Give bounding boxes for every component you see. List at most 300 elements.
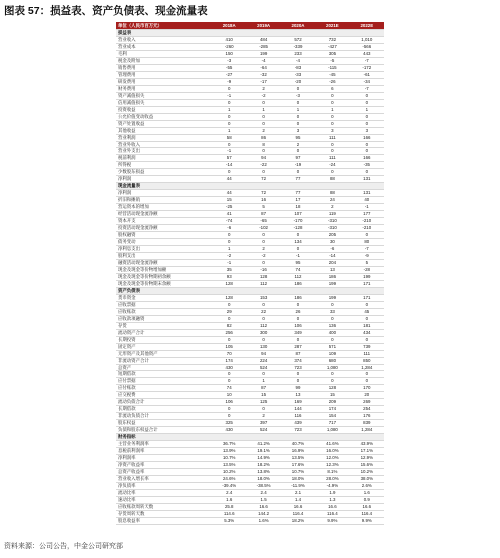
value-cell: 0 bbox=[281, 120, 315, 127]
value-cell: -2 bbox=[246, 92, 280, 99]
value-cell: 12.0% bbox=[315, 455, 349, 462]
value-cell: 1,010 bbox=[350, 36, 384, 43]
value-cell: 199 bbox=[246, 50, 280, 57]
row-label: 投资活动现金流净额 bbox=[116, 225, 212, 232]
value-cell: 0 bbox=[281, 232, 315, 239]
value-cell: -260 bbox=[212, 43, 246, 50]
value-cell: 16.6 bbox=[246, 503, 280, 510]
section-filler-cell bbox=[212, 183, 246, 190]
value-cell: 111 bbox=[315, 155, 349, 162]
value-cell: 177 bbox=[350, 211, 384, 218]
value-cell: 174 bbox=[212, 357, 246, 364]
value-cell: 0 bbox=[315, 301, 349, 308]
table-row bbox=[116, 148, 384, 155]
row-label: 债务变动 bbox=[116, 239, 212, 246]
value-cell: 0 bbox=[315, 113, 349, 120]
value-cell: -38.5% bbox=[246, 482, 280, 489]
value-cell: 0 bbox=[212, 315, 246, 322]
table-row bbox=[116, 392, 384, 399]
value-cell: 3 bbox=[315, 127, 349, 134]
value-cell: 112 bbox=[281, 273, 315, 280]
table-row bbox=[116, 155, 384, 162]
table-row bbox=[116, 510, 384, 517]
value-cell: 57 bbox=[212, 155, 246, 162]
row-label: 应付账款 bbox=[116, 385, 212, 392]
table-row bbox=[116, 141, 384, 148]
table-row bbox=[116, 218, 384, 225]
value-cell: -20 bbox=[281, 78, 315, 85]
value-cell: -32 bbox=[246, 71, 280, 78]
value-cell: 0 bbox=[281, 169, 315, 176]
value-cell: 0 bbox=[246, 259, 280, 266]
value-cell: 0 bbox=[246, 371, 280, 378]
value-cell: 88 bbox=[315, 190, 349, 197]
row-label: 负债和股东权益合计 bbox=[116, 427, 212, 434]
row-label: 营业外支出 bbox=[116, 148, 212, 155]
row-label: 存货周转天数 bbox=[116, 510, 212, 517]
value-cell: 0 bbox=[350, 113, 384, 120]
section-label: 财务指标 bbox=[116, 434, 212, 441]
value-cell: 17.6% bbox=[281, 462, 315, 469]
row-label: 其他收益 bbox=[116, 127, 212, 134]
value-cell: 0 bbox=[315, 148, 349, 155]
value-cell: -6 bbox=[212, 225, 246, 232]
value-cell: 204 bbox=[315, 259, 349, 266]
row-label: 净资产收益率 bbox=[116, 462, 212, 469]
value-cell: 131 bbox=[350, 190, 384, 197]
table-row bbox=[116, 204, 384, 211]
value-cell: 40.7% bbox=[281, 441, 315, 448]
row-label: 税前利润 bbox=[116, 155, 212, 162]
value-cell: 1 bbox=[246, 106, 280, 113]
value-cell: -5 bbox=[315, 57, 349, 64]
value-cell: 1.5 bbox=[246, 496, 280, 503]
value-cell: 0 bbox=[212, 371, 246, 378]
value-cell: 0 bbox=[246, 315, 280, 322]
value-cell: 0 bbox=[246, 169, 280, 176]
value-cell: -566 bbox=[350, 43, 384, 50]
value-cell: 17 bbox=[281, 197, 315, 204]
value-cell: 109 bbox=[315, 350, 349, 357]
value-cell: 0 bbox=[212, 169, 246, 176]
row-label: 流动负债合计 bbox=[116, 399, 212, 406]
value-cell: 186 bbox=[281, 294, 315, 301]
value-cell: -1 bbox=[212, 148, 246, 155]
table-row bbox=[116, 36, 384, 43]
value-cell: 186 bbox=[281, 280, 315, 287]
value-cell: 41.2% bbox=[246, 441, 280, 448]
section-filler-cell bbox=[246, 434, 280, 441]
value-cell: 87 bbox=[246, 385, 280, 392]
value-cell: 0 bbox=[246, 148, 280, 155]
value-cell: -170 bbox=[281, 218, 315, 225]
table-row bbox=[116, 134, 384, 141]
value-cell: -74 bbox=[212, 218, 246, 225]
value-cell: 171 bbox=[350, 280, 384, 287]
value-cell: 0 bbox=[246, 120, 280, 127]
value-cell: 15.6% bbox=[350, 462, 384, 469]
value-cell: 443 bbox=[350, 50, 384, 57]
value-cell: 0 bbox=[281, 315, 315, 322]
value-cell: 1 bbox=[212, 246, 246, 253]
row-label: 折旧和摊销 bbox=[116, 197, 212, 204]
value-cell: 166 bbox=[350, 134, 384, 141]
value-cell: 153 bbox=[246, 294, 280, 301]
value-cell: -1 bbox=[281, 253, 315, 260]
table-row bbox=[116, 489, 384, 496]
value-cell: 44 bbox=[212, 190, 246, 197]
table-row bbox=[116, 64, 384, 71]
section-filler-cell bbox=[212, 30, 246, 37]
value-cell: -7 bbox=[350, 246, 384, 253]
section-filler-cell bbox=[315, 183, 349, 190]
row-label: 应收款项融资 bbox=[116, 315, 212, 322]
value-cell: 305 bbox=[315, 50, 349, 57]
row-label: 净负债率 bbox=[116, 482, 212, 489]
table-row bbox=[116, 517, 384, 524]
row-label: 少数股东损益 bbox=[116, 169, 212, 176]
value-cell: -339 bbox=[281, 43, 315, 50]
value-cell: -9 bbox=[350, 253, 384, 260]
value-cell: -19 bbox=[281, 162, 315, 169]
section-filler-cell bbox=[281, 30, 315, 37]
section-label: 现金流量表 bbox=[116, 183, 212, 190]
table-row bbox=[116, 350, 384, 357]
row-label: 应收账款 bbox=[116, 308, 212, 315]
value-cell: 1.6% bbox=[246, 517, 280, 524]
value-cell: 97 bbox=[281, 155, 315, 162]
table-row bbox=[116, 176, 384, 183]
value-cell: 10.7% bbox=[212, 455, 246, 462]
table-row bbox=[116, 71, 384, 78]
section-header-row bbox=[116, 287, 384, 294]
value-cell: 349 bbox=[281, 329, 315, 336]
table-row bbox=[116, 385, 384, 392]
value-cell: 82 bbox=[212, 322, 246, 329]
value-cell: 1 bbox=[281, 106, 315, 113]
value-cell: 439 bbox=[281, 420, 315, 427]
value-cell: 0 bbox=[315, 169, 349, 176]
row-label: 存货 bbox=[116, 322, 212, 329]
value-cell: 119 bbox=[315, 211, 349, 218]
value-cell: 9.9% bbox=[315, 517, 349, 524]
value-cell: 1.6 bbox=[212, 496, 246, 503]
value-cell: 13 bbox=[281, 392, 315, 399]
section-header-row bbox=[116, 30, 384, 37]
value-cell: 12.3% bbox=[315, 462, 349, 469]
row-label: 非流动资产合计 bbox=[116, 357, 212, 364]
row-label: 毛利 bbox=[116, 50, 212, 57]
value-cell: 6 bbox=[315, 85, 349, 92]
table-row bbox=[116, 357, 384, 364]
value-cell: 128 bbox=[212, 280, 246, 287]
table-row bbox=[116, 211, 384, 218]
section-label: 损益表 bbox=[116, 30, 212, 37]
row-label: 融资活动现金流净额 bbox=[116, 259, 212, 266]
value-cell: -1 bbox=[212, 92, 246, 99]
value-cell: 169 bbox=[281, 399, 315, 406]
value-cell: 300 bbox=[246, 329, 280, 336]
value-cell: 1 bbox=[350, 106, 384, 113]
value-cell: 107 bbox=[281, 211, 315, 218]
value-cell: 111 bbox=[350, 350, 384, 357]
row-label: 短期借款 bbox=[116, 371, 212, 378]
table-row bbox=[116, 301, 384, 308]
value-cell: -7 bbox=[350, 85, 384, 92]
value-cell: 87 bbox=[281, 350, 315, 357]
row-label: 长期借款 bbox=[116, 406, 212, 413]
value-cell: 150 bbox=[212, 50, 246, 57]
value-cell: 36.7% bbox=[212, 441, 246, 448]
value-cell: -115 bbox=[315, 64, 349, 71]
table-row bbox=[116, 246, 384, 253]
value-cell: -210 bbox=[350, 225, 384, 232]
row-label: 资产处置收益 bbox=[116, 120, 212, 127]
value-cell: 2 bbox=[315, 204, 349, 211]
value-cell: 16.9% bbox=[281, 448, 315, 455]
value-cell: 0 bbox=[212, 239, 246, 246]
value-cell: 1,080 bbox=[315, 427, 349, 434]
value-cell: 43.9% bbox=[350, 441, 384, 448]
row-label: 总资产 bbox=[116, 364, 212, 371]
value-cell: 0 bbox=[246, 406, 280, 413]
value-cell: 0 bbox=[212, 120, 246, 127]
value-cell: 5 bbox=[246, 204, 280, 211]
value-cell: 130 bbox=[246, 343, 280, 350]
value-cell: 99 bbox=[281, 385, 315, 392]
value-cell: -285 bbox=[246, 43, 280, 50]
section-header-row bbox=[116, 183, 384, 190]
value-cell: 45 bbox=[350, 308, 384, 315]
table-row bbox=[116, 315, 384, 322]
value-cell: 116.4 bbox=[315, 510, 349, 517]
section-filler-cell bbox=[212, 434, 246, 441]
row-label: 营业收入增长率 bbox=[116, 476, 212, 483]
value-cell: 0 bbox=[315, 378, 349, 385]
value-cell: 434 bbox=[350, 329, 384, 336]
value-cell: 88 bbox=[315, 176, 349, 183]
row-label: 股权融资 bbox=[116, 232, 212, 239]
value-cell: 29 bbox=[212, 308, 246, 315]
value-cell: -310 bbox=[315, 225, 349, 232]
value-cell: -16 bbox=[246, 266, 280, 273]
value-cell: 9.9% bbox=[350, 517, 384, 524]
value-cell: 1,284 bbox=[350, 364, 384, 371]
value-cell: 171 bbox=[350, 294, 384, 301]
value-cell: 3 bbox=[350, 127, 384, 134]
value-cell: 13.5% bbox=[212, 462, 246, 469]
value-cell: -14 bbox=[212, 162, 246, 169]
value-cell: 10.2% bbox=[350, 469, 384, 476]
table-row bbox=[116, 127, 384, 134]
value-cell: 254 bbox=[350, 406, 384, 413]
value-cell: 16.6 bbox=[281, 503, 315, 510]
value-cell: 111 bbox=[315, 134, 349, 141]
value-cell: 16.0% bbox=[315, 448, 349, 455]
value-cell: 24 bbox=[315, 197, 349, 204]
table-row bbox=[116, 482, 384, 489]
row-label: 信用减值损失 bbox=[116, 99, 212, 106]
value-cell: -4 bbox=[246, 57, 280, 64]
header-year: 2022E bbox=[350, 22, 384, 30]
value-cell: 94 bbox=[246, 155, 280, 162]
value-cell: 18.2% bbox=[246, 462, 280, 469]
value-cell: 95 bbox=[281, 259, 315, 266]
value-cell: 1.6 bbox=[350, 489, 384, 496]
value-cell: 0 bbox=[281, 148, 315, 155]
row-label: 财务费用 bbox=[116, 85, 212, 92]
value-cell: 0 bbox=[350, 99, 384, 106]
value-cell: 87 bbox=[246, 211, 280, 218]
table-row bbox=[116, 420, 384, 427]
value-cell: 17.1% bbox=[350, 448, 384, 455]
table-row bbox=[116, 50, 384, 57]
value-cell: 13.8% bbox=[246, 469, 280, 476]
value-cell: 86 bbox=[246, 134, 280, 141]
value-cell: -128 bbox=[281, 225, 315, 232]
value-cell: 0 bbox=[212, 336, 246, 343]
value-cell: 199 bbox=[315, 294, 349, 301]
section-filler-cell bbox=[350, 287, 384, 294]
value-cell: 112 bbox=[246, 322, 280, 329]
value-cell: 114.6 bbox=[212, 510, 246, 517]
value-cell: 10 bbox=[212, 392, 246, 399]
value-cell: 1 bbox=[246, 378, 280, 385]
value-cell: 0 bbox=[246, 336, 280, 343]
table-row bbox=[116, 322, 384, 329]
value-cell: 839 bbox=[350, 420, 384, 427]
value-cell: 0 bbox=[212, 232, 246, 239]
value-cell: 0 bbox=[281, 99, 315, 106]
value-cell: 0 bbox=[212, 85, 246, 92]
value-cell: 430 bbox=[212, 427, 246, 434]
row-label: 营业收入 bbox=[116, 36, 212, 43]
value-cell: 1 bbox=[212, 127, 246, 134]
value-cell: 2 bbox=[246, 85, 280, 92]
value-cell: 116.4 bbox=[281, 510, 315, 517]
value-cell: 13.9% bbox=[212, 448, 246, 455]
value-cell: 58 bbox=[212, 134, 246, 141]
header-year: 2020A bbox=[281, 22, 315, 30]
table-row bbox=[116, 371, 384, 378]
value-cell: 2 bbox=[246, 413, 280, 420]
section-filler-cell bbox=[350, 183, 384, 190]
row-label: 速动比率 bbox=[116, 496, 212, 503]
value-cell: 1,284 bbox=[350, 427, 384, 434]
table-row bbox=[116, 462, 384, 469]
value-cell: 0 bbox=[315, 371, 349, 378]
value-cell: 1.9 bbox=[315, 489, 349, 496]
section-filler-cell bbox=[246, 30, 280, 37]
row-label: 销售费用 bbox=[116, 64, 212, 71]
value-cell: 20 bbox=[350, 392, 384, 399]
section-filler-cell bbox=[281, 434, 315, 441]
value-cell: 0.9 bbox=[350, 496, 384, 503]
row-label: 股息收益率 bbox=[116, 517, 212, 524]
row-label: 投资收益 bbox=[116, 106, 212, 113]
value-cell: 0 bbox=[246, 239, 280, 246]
value-cell: 287 bbox=[281, 343, 315, 350]
table-row bbox=[116, 448, 384, 455]
value-cell: 72 bbox=[246, 176, 280, 183]
value-cell: 0 bbox=[350, 232, 384, 239]
row-label: 流动比率 bbox=[116, 489, 212, 496]
value-cell: 80 bbox=[350, 239, 384, 246]
value-cell: 24.6% bbox=[212, 476, 246, 483]
value-cell: 2 bbox=[246, 246, 280, 253]
value-cell: -210 bbox=[350, 218, 384, 225]
table-row bbox=[116, 399, 384, 406]
value-cell: 739 bbox=[350, 343, 384, 350]
value-cell: 325 bbox=[212, 420, 246, 427]
value-cell: -17 bbox=[246, 78, 280, 85]
value-cell: 374 bbox=[281, 357, 315, 364]
row-label: 经营活动现金流净额 bbox=[116, 211, 212, 218]
row-label: 净利润 bbox=[116, 176, 212, 183]
row-label: 研发费用 bbox=[116, 78, 212, 85]
financial-statements-table-wrapper bbox=[116, 22, 384, 525]
value-cell: 174 bbox=[315, 406, 349, 413]
table-row bbox=[116, 190, 384, 197]
table-row bbox=[116, 232, 384, 239]
value-cell: 26 bbox=[281, 308, 315, 315]
value-cell: 125 bbox=[246, 399, 280, 406]
value-cell: 0 bbox=[212, 413, 246, 420]
value-cell: 0 bbox=[315, 120, 349, 127]
value-cell: 524 bbox=[246, 364, 280, 371]
value-cell: 400 bbox=[315, 329, 349, 336]
value-cell: 128 bbox=[315, 385, 349, 392]
value-cell: 38.0% bbox=[350, 476, 384, 483]
value-cell: -4 bbox=[281, 57, 315, 64]
value-cell: 106 bbox=[281, 322, 315, 329]
value-cell: 410 bbox=[212, 36, 246, 43]
value-cell: 41 bbox=[212, 211, 246, 218]
table-row bbox=[116, 78, 384, 85]
value-cell: 199 bbox=[315, 280, 349, 287]
value-cell: -39.4% bbox=[212, 482, 246, 489]
value-cell: 94 bbox=[246, 350, 280, 357]
value-cell: 22 bbox=[246, 308, 280, 315]
table-row bbox=[116, 43, 384, 50]
value-cell: -34 bbox=[350, 78, 384, 85]
value-cell: 10.2% bbox=[212, 469, 246, 476]
row-label: 资产减值损失 bbox=[116, 92, 212, 99]
value-cell: 0 bbox=[281, 336, 315, 343]
header-year: 2021E bbox=[315, 22, 349, 30]
value-cell: -6 bbox=[315, 246, 349, 253]
value-cell: 106 bbox=[212, 399, 246, 406]
value-cell: 0 bbox=[281, 371, 315, 378]
value-cell: -65 bbox=[246, 218, 280, 225]
row-label: 现金及现金等价物期初余额 bbox=[116, 273, 212, 280]
value-cell: -28 bbox=[350, 266, 384, 273]
value-cell: 15 bbox=[212, 197, 246, 204]
value-cell: 256 bbox=[212, 329, 246, 336]
row-label: 息税前利润率 bbox=[116, 448, 212, 455]
section-filler-cell bbox=[315, 287, 349, 294]
row-label: 长期投资 bbox=[116, 336, 212, 343]
table-header-row bbox=[116, 22, 384, 30]
value-cell: 25.8 bbox=[212, 503, 246, 510]
value-cell: 144 bbox=[281, 406, 315, 413]
row-label: 净利润 bbox=[116, 190, 212, 197]
value-cell: 1.4 bbox=[281, 496, 315, 503]
table-row bbox=[116, 364, 384, 371]
source-note: 资料来源：公司公告，中金公司研究部 bbox=[4, 543, 123, 550]
row-label: 营业成本 bbox=[116, 43, 212, 50]
table-row bbox=[116, 503, 384, 510]
